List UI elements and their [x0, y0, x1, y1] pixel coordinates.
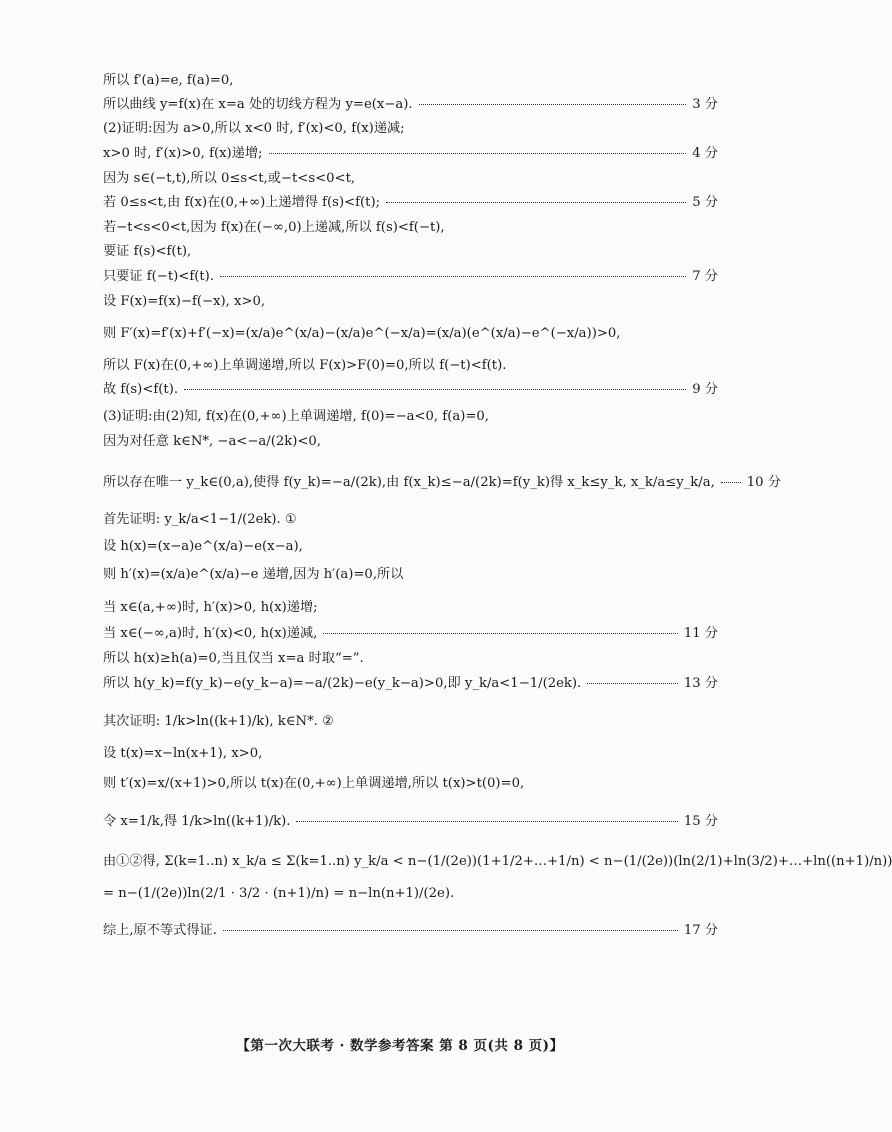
solution-line	[103, 887, 718, 900]
line-text: 所以 f′(a)=e, f(a)=0,	[103, 73, 234, 88]
dot-leader	[323, 633, 677, 634]
solution-line	[103, 513, 718, 526]
score-label: 11 分	[683, 626, 718, 641]
line-text: 其次证明: 1/k>ln((k+1)/k), k∈N*. ②	[103, 714, 334, 729]
line-text: 因为 s∈(−t,t),所以 0≤s<t,或−t<s<0<t,	[103, 171, 356, 186]
score-label: 15 分	[683, 814, 718, 829]
solution-line	[103, 74, 718, 87]
page-footer: 【第一次大联考 · 数学参考答案 第 8 页(共 8 页)】	[236, 1038, 564, 1054]
solution-line	[103, 747, 718, 760]
line-text: x>0 时, f′(x)>0, f(x)递增;	[103, 146, 263, 161]
solution-line	[103, 359, 718, 372]
line-text: 当 x∈(−∞,a)时, h′(x)<0, h(x)递减,	[103, 626, 318, 641]
line-text: 则 F′(x)=f′(x)+f′(−x)=(x/a)e^(x/a)−(x/a)e^(−x/a)=(x/a)(e^(x/a)−e^(−x/a))>0,	[103, 326, 621, 341]
dot-leader	[184, 389, 686, 390]
line-text: 首先证明: y_k/a<1−1/(2ek). ①	[103, 512, 297, 527]
score-label: 13 分	[683, 676, 718, 691]
dot-leader	[419, 104, 687, 105]
solution-line	[103, 777, 718, 790]
line-text: 若 0≤s<t,由 f(x)在(0,+∞)上递增得 f(s)<f(t);	[103, 195, 381, 210]
dot-leader	[269, 153, 687, 154]
line-text: 所以 F(x)在(0,+∞)上单调递增,所以 F(x)>F(0)=0,所以 f(−t)<f(t).	[103, 358, 507, 373]
line-text: = n−(1/(2e))ln(2/1 · 3/2 · (n+1)/n) = n−ln(n+1)/(2e).	[103, 886, 455, 901]
line-text: 所以 h(y_k)=f(y_k)−e(y_k−a)=−a/(2k)−e(y_k−a)>0,即 y_k/a<1−1/(2ek).	[103, 676, 582, 691]
line-text: 只要证 f(−t)<f(t).	[103, 269, 214, 284]
solution-line	[103, 270, 718, 283]
line-text: 设 F(x)=f(x)−f(−x), x>0,	[103, 294, 266, 309]
score-label: 3 分	[692, 97, 718, 112]
solution-line	[103, 435, 718, 448]
solution-line	[103, 475, 781, 490]
solution-line	[103, 815, 718, 828]
solution-line	[103, 601, 718, 614]
line-text: 若−t<s<0<t,因为 f(x)在(−∞,0)上递减,所以 f(s)<f(−t),	[103, 220, 445, 235]
score-label: 4 分	[692, 146, 718, 161]
solution-line	[103, 98, 718, 111]
line-text: 故 f(s)<f(t).	[103, 382, 179, 397]
line-text: 则 h′(x)=(x/a)e^(x/a)−e 递增,因为 h′(a)=0,所以	[103, 567, 404, 582]
line-text: 所以曲线 y=f(x)在 x=a 处的切线方程为 y=e(x−a).	[103, 97, 413, 112]
score-label: 7 分	[692, 269, 718, 284]
dot-leader	[587, 683, 678, 684]
score-label: 9 分	[692, 382, 718, 397]
line-text: 当 x∈(a,+∞)时, h′(x)>0, h(x)递增;	[103, 600, 318, 615]
solution-line	[103, 122, 718, 135]
solution-line	[103, 627, 718, 640]
score-label: 17 分	[683, 923, 718, 938]
solution-line	[103, 568, 718, 581]
line-text: 综上,原不等式得证.	[103, 923, 217, 938]
score-label: 10 分	[746, 475, 781, 490]
line-text: 令 x=1/k,得 1/k>ln((k+1)/k).	[103, 814, 291, 829]
solution-line	[103, 854, 892, 869]
line-text: 则 t′(x)=x/(x+1)>0,所以 t(x)在(0,+∞)上单调递增,所以 t(x)>t(0)=0,	[103, 776, 525, 791]
line-text: (2)证明:因为 a>0,所以 x<0 时, f′(x)<0, f(x)递减;	[103, 121, 405, 136]
line-text: 设 t(x)=x−ln(x+1), x>0,	[103, 746, 263, 761]
dot-leader	[220, 276, 686, 277]
score-label: 5 分	[692, 195, 718, 210]
solution-line	[103, 221, 718, 234]
line-text: (3)证明:由(2)知, f(x)在(0,+∞)上单调递增, f(0)=−a<0, f(a)=0,	[103, 409, 489, 424]
line-text: 设 h(x)=(x−a)e^(x/a)−e(x−a),	[103, 539, 303, 554]
solution-line	[103, 172, 718, 185]
line-text: 由①②得, Σ(k=1..n) x_k/a ≤ Σ(k=1..n) y_k/a < n−(1/(2e))(1+1/2+…+1/n) < n−(1/(2e))(ln(2/1)+ln(3/2)+…+ln((n+1)/n))	[103, 854, 892, 869]
line-text: 所以 h(x)≥h(a)=0,当且仅当 x=a 时取“=”.	[103, 651, 364, 666]
dot-leader	[296, 821, 677, 822]
solution-line	[103, 652, 718, 665]
dot-leader	[223, 930, 678, 931]
line-text: 所以存在唯一 y_k∈(0,a),使得 f(y_k)=−a/(2k),由 f(x_k)≤−a/(2k)=f(y_k)得 x_k≤y_k, x_k/a≤y_k/a,	[103, 475, 715, 490]
solution-line	[103, 540, 718, 553]
solution-line	[103, 245, 718, 258]
solution-line	[103, 327, 718, 340]
solution-line	[103, 383, 718, 396]
solution-line	[103, 677, 718, 690]
line-text: 要证 f(s)<f(t),	[103, 244, 192, 259]
solution-line	[103, 147, 718, 160]
solution-line	[103, 715, 718, 728]
line-text: 因为对任意 k∈N*, −a<−a/(2k)<0,	[103, 434, 322, 449]
dot-leader	[721, 482, 741, 483]
solution-line	[103, 196, 718, 209]
solution-line	[103, 924, 718, 937]
dot-leader	[386, 202, 686, 203]
solution-line	[103, 410, 718, 423]
solution-line	[103, 295, 718, 308]
